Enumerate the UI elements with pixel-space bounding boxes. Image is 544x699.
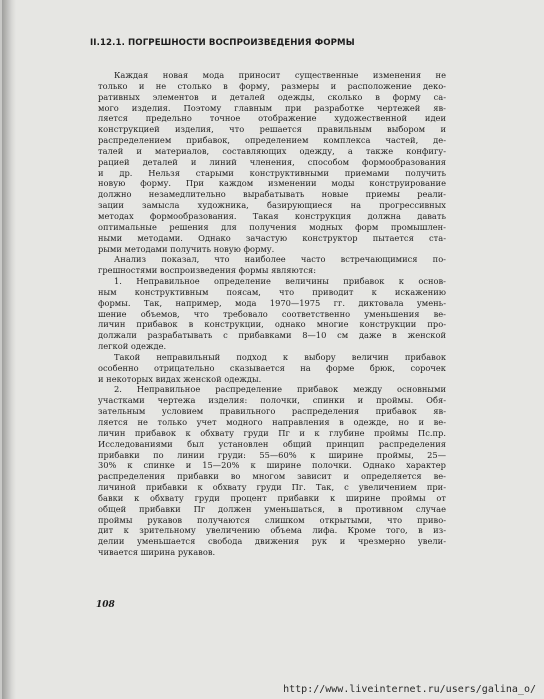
text-line: шение объемов, что требовало соответственно уменьшения ве-: [98, 308, 446, 319]
text-line: дит к зрительному увеличению объема лифа. Кроме того, в из-: [98, 525, 446, 536]
text-line: оптимальные решения для получения модных форм промышлен-: [98, 221, 446, 232]
text-line: чивается ширина рукавов.: [98, 547, 216, 558]
text-line: и др. Нельзя старыми конструктивными приемами получить: [98, 167, 446, 178]
text-line: талей и материалов, составляющих одежду, а также конфигу-: [98, 145, 446, 156]
text-line: ративных элементов и деталей одежды, сколько в форму са-: [98, 91, 446, 102]
paragraph: [98, 254, 446, 276]
text-line: конструкцией изделия, что решается правильным выбором и: [98, 124, 446, 135]
text-line: делии уменьшается свобода движения рук и чрезмерно увели-: [98, 536, 446, 547]
text-line: распределением прибавок, определением комплекса частей, де-: [98, 135, 446, 146]
text-line: личин прибавок в конструкции, однако многие конструкции про-: [98, 319, 446, 330]
text-line: должно незамедлительно вырабатывать новые приемы реали-: [98, 189, 446, 200]
text-line: мого изделия. Поэтому главным при разработке чертежей яв-: [98, 102, 446, 113]
text-line: общей прибавки Пг должен уменьшаться, в противном случае: [98, 503, 446, 514]
body-text: [98, 70, 446, 558]
text-line: только и не столько в форму, размеры и расположение деко-: [98, 80, 446, 91]
book-page: [2, 0, 544, 699]
text-line: ляется предельно точное отображение художественной идеи: [98, 113, 446, 124]
text-line: формы. Так, например, мода 1970—1975 гг. диктовала умень-: [98, 297, 446, 308]
text-line: личин прибавок к обхвату груди Пг и к глубине проймы Пс.пр.: [98, 427, 446, 438]
text-line: рыми методами получить новую форму.: [98, 243, 275, 254]
text-line: 30% к спинке и 15—20% к ширине полочки. Однако характер: [98, 460, 446, 471]
text-line: прибавки по линии груди: 55—60% к ширине проймы, 25—: [98, 449, 446, 460]
text-line: зации замысла художника, базирующиеся на прогрессивных: [98, 200, 446, 211]
text-line: грешностями воспроизведения формы являются:: [98, 265, 317, 276]
text-line: 1. Неправильное определение величины прибавок к основ-: [114, 276, 446, 287]
page-number: 108: [96, 600, 115, 610]
paragraph: [98, 276, 446, 352]
text-line: Такой неправильный подход к выбору величин прибавок: [114, 351, 446, 362]
section-header: II.12.1. ПОГРЕШНОСТИ ВОСПРОИЗВЕДЕНИЯ ФОРМЫ: [90, 38, 355, 48]
text-line: ляется не только учет модного направления в одежде, но и ве-: [98, 417, 446, 427]
text-line: 2. Неправильное распределение прибавок между основными: [114, 384, 446, 395]
text-line: ным конструктивным поясам, что приводит к искажению: [98, 286, 446, 297]
text-line: ными методами. Однако зачастую конструктор пытается ста-: [98, 232, 446, 243]
text-line: и некоторых видах женской одежды.: [98, 373, 262, 384]
watermark-url: http://www.liveinternet.ru/users/galina_o/: [283, 684, 536, 695]
paragraph: [98, 70, 446, 254]
text-line: личиной прибавки к обхвату груди Пг. Так, с увеличением при-: [98, 482, 446, 493]
text-line: Исследованиями был установлен общий принцип распределения: [98, 438, 446, 449]
text-line: бавки к обхвату груди процент прибавки к ширине проймы от: [98, 492, 446, 503]
text-line: распределения прибавки во многом зависит и определяется ве-: [98, 471, 446, 482]
text-line: проймы рукавов получаются слишком открытыми, что приво-: [98, 514, 446, 525]
text-line: рацией деталей и линий членения, способом формообразования: [98, 156, 446, 167]
text-line: новую форму. При каждом изменении моды конструирование: [98, 178, 446, 189]
text-line: участками чертежа изделия: полочки, спинки и проймы. Обя-: [98, 395, 446, 406]
text-line: зательным условием правильного распределения прибавок яв-: [98, 406, 446, 417]
paragraph: [98, 384, 446, 558]
text-line: Анализ показал, что наиболее часто встречающимися по-: [114, 254, 446, 265]
paragraph: [98, 352, 446, 385]
text-line: должали разрабатывать с прибавками 8—10 см даже в женской: [98, 330, 446, 341]
text-line: Каждая новая мода приносит существенные изменения не: [114, 70, 446, 80]
text-line: особенно отрицательно сказывается на форме брюк, сорочек: [98, 362, 446, 373]
text-line: методах формообразования. Такая конструкция должна давать: [98, 210, 446, 221]
text-line: легкой одежде.: [98, 341, 167, 352]
